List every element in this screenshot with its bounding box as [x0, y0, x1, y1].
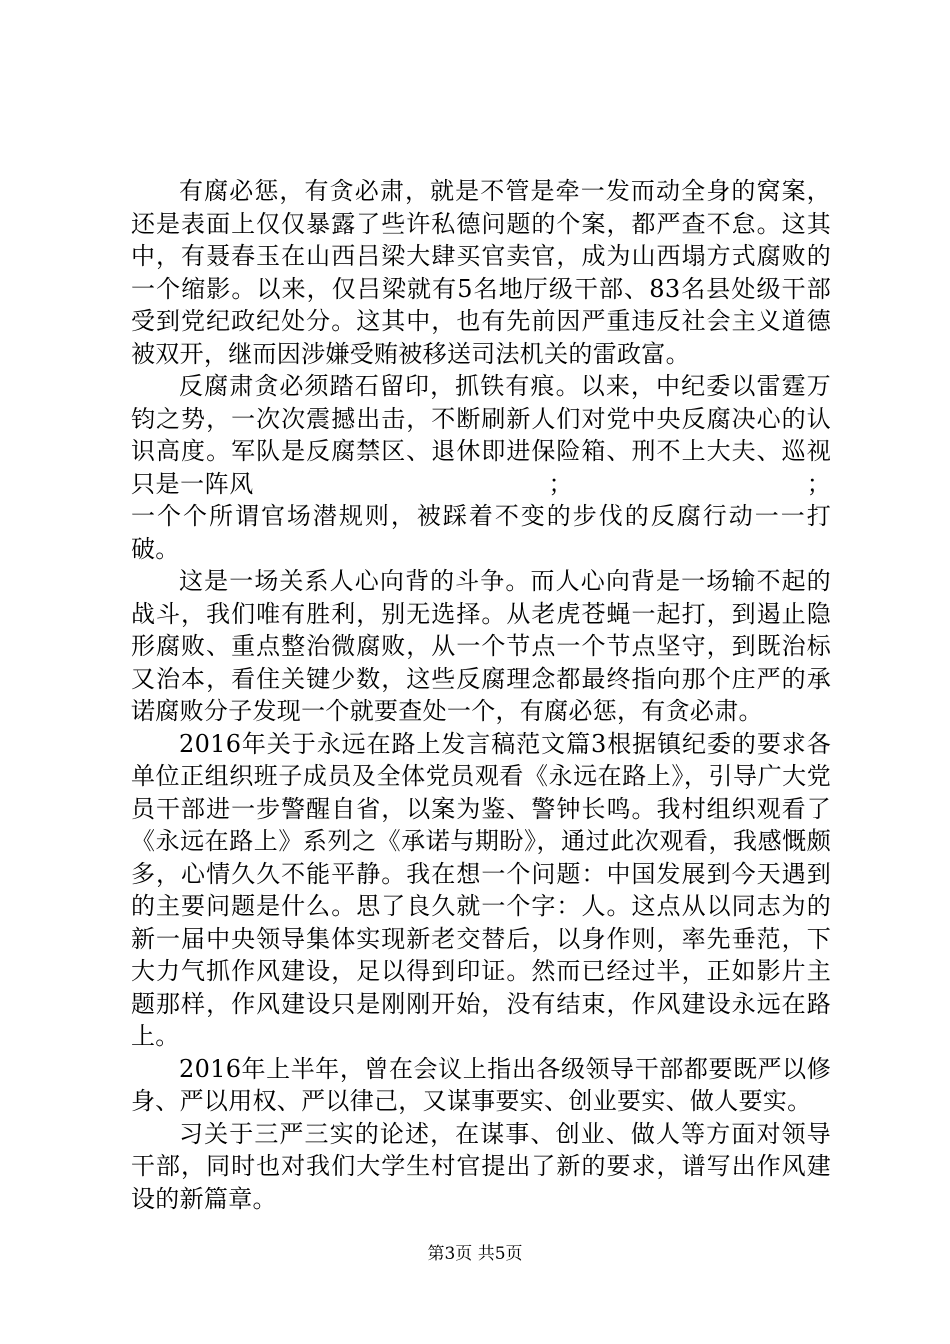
- footer-total-pages: 5: [494, 1244, 506, 1264]
- paragraph-2: 反腐肃贪必须踏石留印，抓铁有痕。以来，中纪委以雷霆万钧之势，一次次震撼出击，不断刷新人们对党中央反腐决心的认识高度。军队是反腐禁区、退休即进保险箱、刑不上大夫、巡视只是一阵风 ； ；一个个所谓官场潜规则，被踩着不变的步伐的反腐行动一一打破。: [131, 372, 831, 563]
- page-footer: [0, 1243, 950, 1265]
- document-body: [131, 175, 831, 1215]
- paragraph-3: 这是一场关系人心向背的斗争。而人心向背是一场输不起的战斗，我们唯有胜利，别无选择。从老虎苍蝇一起打，到遏止隐形腐败、重点整治微腐败，从一个节点一个节点坚守，到既治标又治本，看住关键少数，这些反腐理念都最终指向那个庄严的承诺腐败分子发现一个就要查处一个，有腐必惩，有贪必肃。: [131, 567, 831, 725]
- paragraph-6: 习关于三严三实的论述，在谋事、创业、做人等方面对领导干部，同时也对我们大学生村官提出了新的要求，谱写出作风建设的新篇章。: [131, 1119, 831, 1213]
- paragraph-4: 2016年关于永远在路上发言稿范文篇3根据镇纪委的要求各单位正组织班子成员及全体党员观看《永远在路上》，引导广大党员干部进一步警醒自省，以案为鉴、警钟长鸣。我村组织观看了《永远在路上》系列之《承诺与期盼》，通过此次观看，我感慨颇多，心情久久不能平静。我在想一个问题：中国发展到今天遇到的主要问题是什么。思了良久就一个字：人。这点从以同志为的新一届中央领导集体实现新老交替后，以身作则，率先垂范，下大力气抓作风建设，足以得到印证。然而已经过半，正如影片主题那样，作风建设只是刚刚开始，没有结束，作风建设永远在路上。: [131, 729, 831, 1050]
- footer-page-mid: 页: [455, 1244, 473, 1264]
- footer-page-number: 3: [444, 1244, 456, 1264]
- footer-page-prefix: 第: [427, 1244, 445, 1264]
- paragraph-1: 有腐必惩，有贪必肃，就是不管是牵一发而动全身的窝案，还是表面上仅仅暴露了些许私德问题的个案，都严查不怠。这其中，有聂春玉在山西吕梁大肆买官卖官，成为山西塌方式腐败的一个缩影。以来，仅吕梁就有5名地厅级干部、83名县处级干部受到党纪政纪处分。这其中，也有先前因严重违反社会主义道德被双开，继而因涉嫌受贿被移送司法机关的雷政富。: [131, 177, 831, 368]
- footer-total-suffix: 页: [505, 1244, 523, 1264]
- footer-total-prefix: 共: [477, 1244, 495, 1264]
- paragraph-5: 2016年上半年，曾在会议上指出各级领导干部都要既严以修身、严以用权、严以律己，又谋事要实、创业要实、做人要实。: [131, 1054, 831, 1115]
